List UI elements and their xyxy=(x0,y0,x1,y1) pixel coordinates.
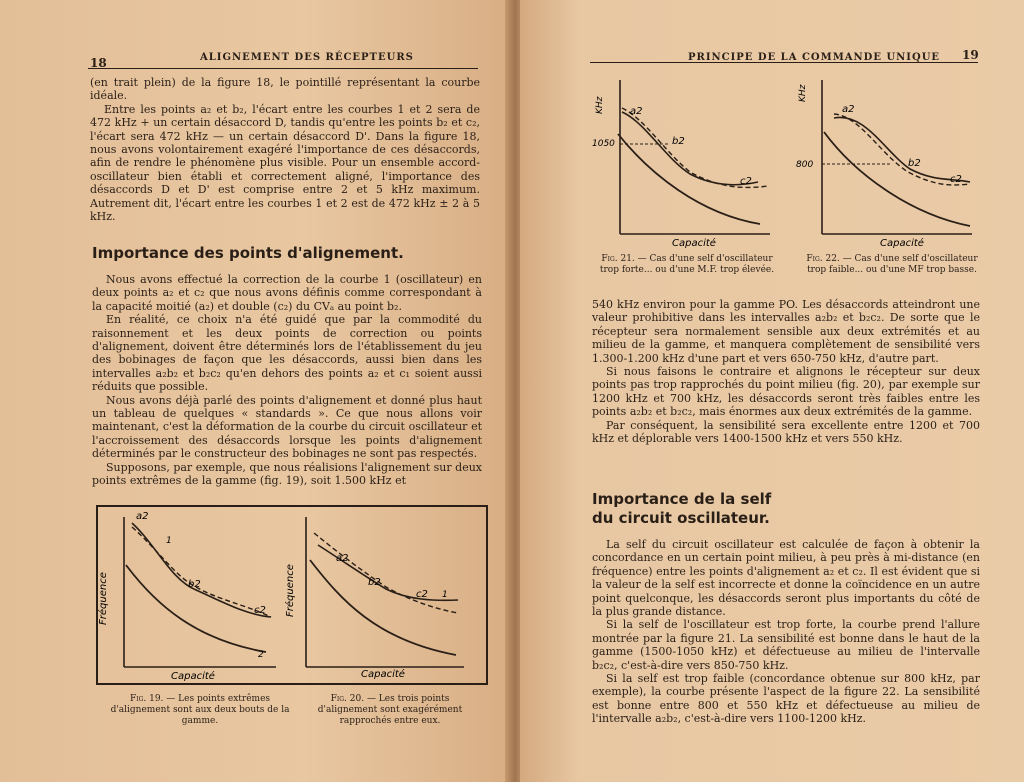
page-number: 18 xyxy=(90,56,107,70)
fig22-ytick: 800 xyxy=(796,160,814,170)
fig22-plot xyxy=(796,80,972,249)
paragraph: Nous avons effectué la correction de la courbe 1 (oscillateur) en deux points a₂ et c₂ que nous avons définis comme correspondant à la capacité moitié (a₂) et double (c₂) du CVₐ au point b₂. xyxy=(92,273,482,313)
paragraph: La self du circuit oscillateur est calculée de façon à obtenir la concordance en un certain point milieu, à peu près à mi-distance (en fréquence) entre les points d'alignement a₂ et c₂. Il est évident que si la valeur de la self est incorrecte et donne la coïncidence en un autre point quelconque, les désaccords seront plus importants du côté de la plus grande distance. xyxy=(592,538,980,619)
paragraph: Supposons, par exemple, que nous réalisions l'alignement sur deux points extrêmes de la gamme (fig. 19), soit 1.500 kHz et xyxy=(92,460,482,488)
fig21-ylabel: KHz xyxy=(595,96,605,114)
caption-text: — Cas d'une self d'oscillateur trop faible... ou d'une MF trop basse. xyxy=(807,254,978,275)
section xyxy=(592,490,980,726)
fig20-ylabel: Fréquence xyxy=(285,564,296,617)
fig19-ylabel: Fréquence xyxy=(98,572,109,625)
fig19-label: 2 xyxy=(258,650,264,660)
fig21-ytick: 1050 xyxy=(592,139,615,149)
caption-text: — Les trois points d'alignement sont exagérément rapprochés entre eux. xyxy=(317,694,463,726)
paragraph: (en trait plein) de la figure 18, le pointillé représentant la courbe idéale. xyxy=(90,76,480,103)
paragraph: En réalité, ce choix n'a été guidé que par la commodité du raisonnement et les deux points de correction ou points d'alignement, doivent être déterminés lors de l'établissement du jeu des bobinages de façon que les désaccords, aussi bien dans les intervalles a₂b₂ et b₂c₂ qu'en dehors des points a₂ et c₁ soient aussi réduits que possible. xyxy=(92,313,482,394)
fig19-label: a2 xyxy=(136,511,149,522)
fig22-label: b2 xyxy=(908,158,921,169)
fig19-label: 1 xyxy=(166,536,172,546)
caption-lead: Fig. 19. xyxy=(129,694,164,704)
header-rule xyxy=(590,62,978,63)
fig22-caption xyxy=(800,254,984,276)
paragraph: Si nous faisons le contraire et alignons le récepteur sur deux points pas trop rapprochés du point milieu (fig. 20), par exemple sur 1200 kHz et 700 kHz, les désaccords seront très faibles entre les points a₂b₂ et b₂c₂, mais énormes aux deux extrémités de la gamme. xyxy=(592,365,980,419)
figure-21-22 xyxy=(590,74,980,250)
fig19-label: b2 xyxy=(188,579,201,590)
fig21-label: b2 xyxy=(672,136,685,147)
figure-19-20 xyxy=(96,505,488,685)
fig20-plot xyxy=(284,517,464,680)
caption-text: — Cas d'une self d'oscillateur trop forte... ou d'une M.F. trop élevée. xyxy=(599,254,775,275)
header-rule xyxy=(88,68,478,69)
fig21-caption xyxy=(592,254,782,276)
right-page xyxy=(520,0,1024,782)
paragraph: Si la self est trop faible (concordance obtenue sur 800 kHz, par exemple), la courbe présente l'aspect de la figure 22. La sensibilité est bonne entre 800 et 550 kHz et défectueuse au milieu de l'intervalle a₂b₂, c'est-à-dire vers 1100-1200 kHz. xyxy=(592,672,980,726)
fig20-label: 1 xyxy=(442,590,448,600)
running-head: PRINCIPE DE LA COMMANDE UNIQUE xyxy=(688,52,941,63)
section xyxy=(92,244,482,488)
caption-lead: Fig. 22. xyxy=(806,254,840,264)
page-number: 19 xyxy=(962,48,979,62)
section-title: Importance de la self xyxy=(592,490,772,508)
section-title: Importance des points d'alignement. xyxy=(92,244,404,262)
fig22-label: c2 xyxy=(950,174,962,185)
paragraph: 540 kHz environ pour la gamme PO. Les désaccords atteindront une valeur prohibitive dans les intervalles a₂b₂ et b₂c₂. De sorte que le récepteur sera normalement sensible aux deux extrémités et au milieu de la gamme, et manquera complètement de sensibilité vers 1.300-1.200 kHz d'une part et vers 650-750 kHz, d'autre part. xyxy=(592,298,980,365)
fig20-label: b2 xyxy=(368,577,381,588)
fig21-label: c2 xyxy=(740,176,752,187)
paragraph: Nous avons déjà parlé des points d'alignement et donné plus haut un tableau de quelques « standards ». Ce que nous allons voir maintenant, c'est la déformation de la courbe du circuit oscillateur et l'accroissement des désaccords lorsque les points d'alignement déterminés par le constructeur des bobinages ne sont pas respectés. xyxy=(92,393,482,461)
fig19-label: c2 xyxy=(254,605,266,616)
body-text-top xyxy=(90,76,480,223)
caption-lead: Fig. 20. xyxy=(330,694,365,704)
fig19-plot xyxy=(97,511,276,682)
left-page xyxy=(0,0,510,782)
fig22-ylabel: KHz xyxy=(798,84,808,102)
fig22-xlabel: Capacité xyxy=(880,238,924,249)
caption-text: — Les points extrêmes d'alignement sont aux deux bouts de la gamme. xyxy=(110,694,290,726)
fig20-xlabel: Capacité xyxy=(361,669,405,680)
fig19-xlabel: Capacité xyxy=(171,671,215,682)
fig20-caption xyxy=(300,694,480,727)
fig20-label: c2 xyxy=(416,589,428,600)
fig19-caption xyxy=(108,694,292,727)
fig22-label: a2 xyxy=(842,104,855,115)
caption-lead: Fig. 21. xyxy=(601,254,635,264)
fig21-label: a2 xyxy=(630,106,643,117)
paragraph: Si la self de l'oscillateur est trop forte, la courbe prend l'allure montrée par la figure 21. La sensibilité est bonne dans le haut de la gamme (1500-1050 kHz) et défectueuse au milieu de l'intervalle b₂c₂, c'est-à-dire vers 850-750 kHz. xyxy=(592,618,980,672)
section-title-cont: du circuit oscillateur. xyxy=(592,509,770,527)
fig21-plot xyxy=(592,80,770,249)
fig21-xlabel: Capacité xyxy=(672,238,716,249)
paragraph: Entre les points a₂ et b₂, l'écart entre les courbes 1 et 2 sera de 472 kHz + un certain désaccord D, tandis qu'entre les points b₂ et c₂, l'écart sera 472 kHz — un certain désaccord D'. Dans la figure 18, nous avons volontairement exagéré l'importance de ces désaccords, afin de rendre le phénomène plus visible. Pour un ensemble accord-oscillateur bien établi et correctement aligné, l'importance des désaccords D et D' est comprise entre 2 et 5 kHz maximum. Autrement dit, l'écart entre les courbes 1 et 2 est de 472 kHz ± 2 à 5 kHz. xyxy=(90,102,480,224)
paragraph: Par conséquent, la sensibilité sera excellente entre 1200 et 700 kHz et déplorable vers 1400-1500 kHz et vers 550 kHz. xyxy=(592,418,980,446)
running-head: ALIGNEMENT DES RÉCEPTEURS xyxy=(200,52,414,63)
body-text-top xyxy=(592,298,980,445)
fig20-label: a2 xyxy=(336,553,349,564)
